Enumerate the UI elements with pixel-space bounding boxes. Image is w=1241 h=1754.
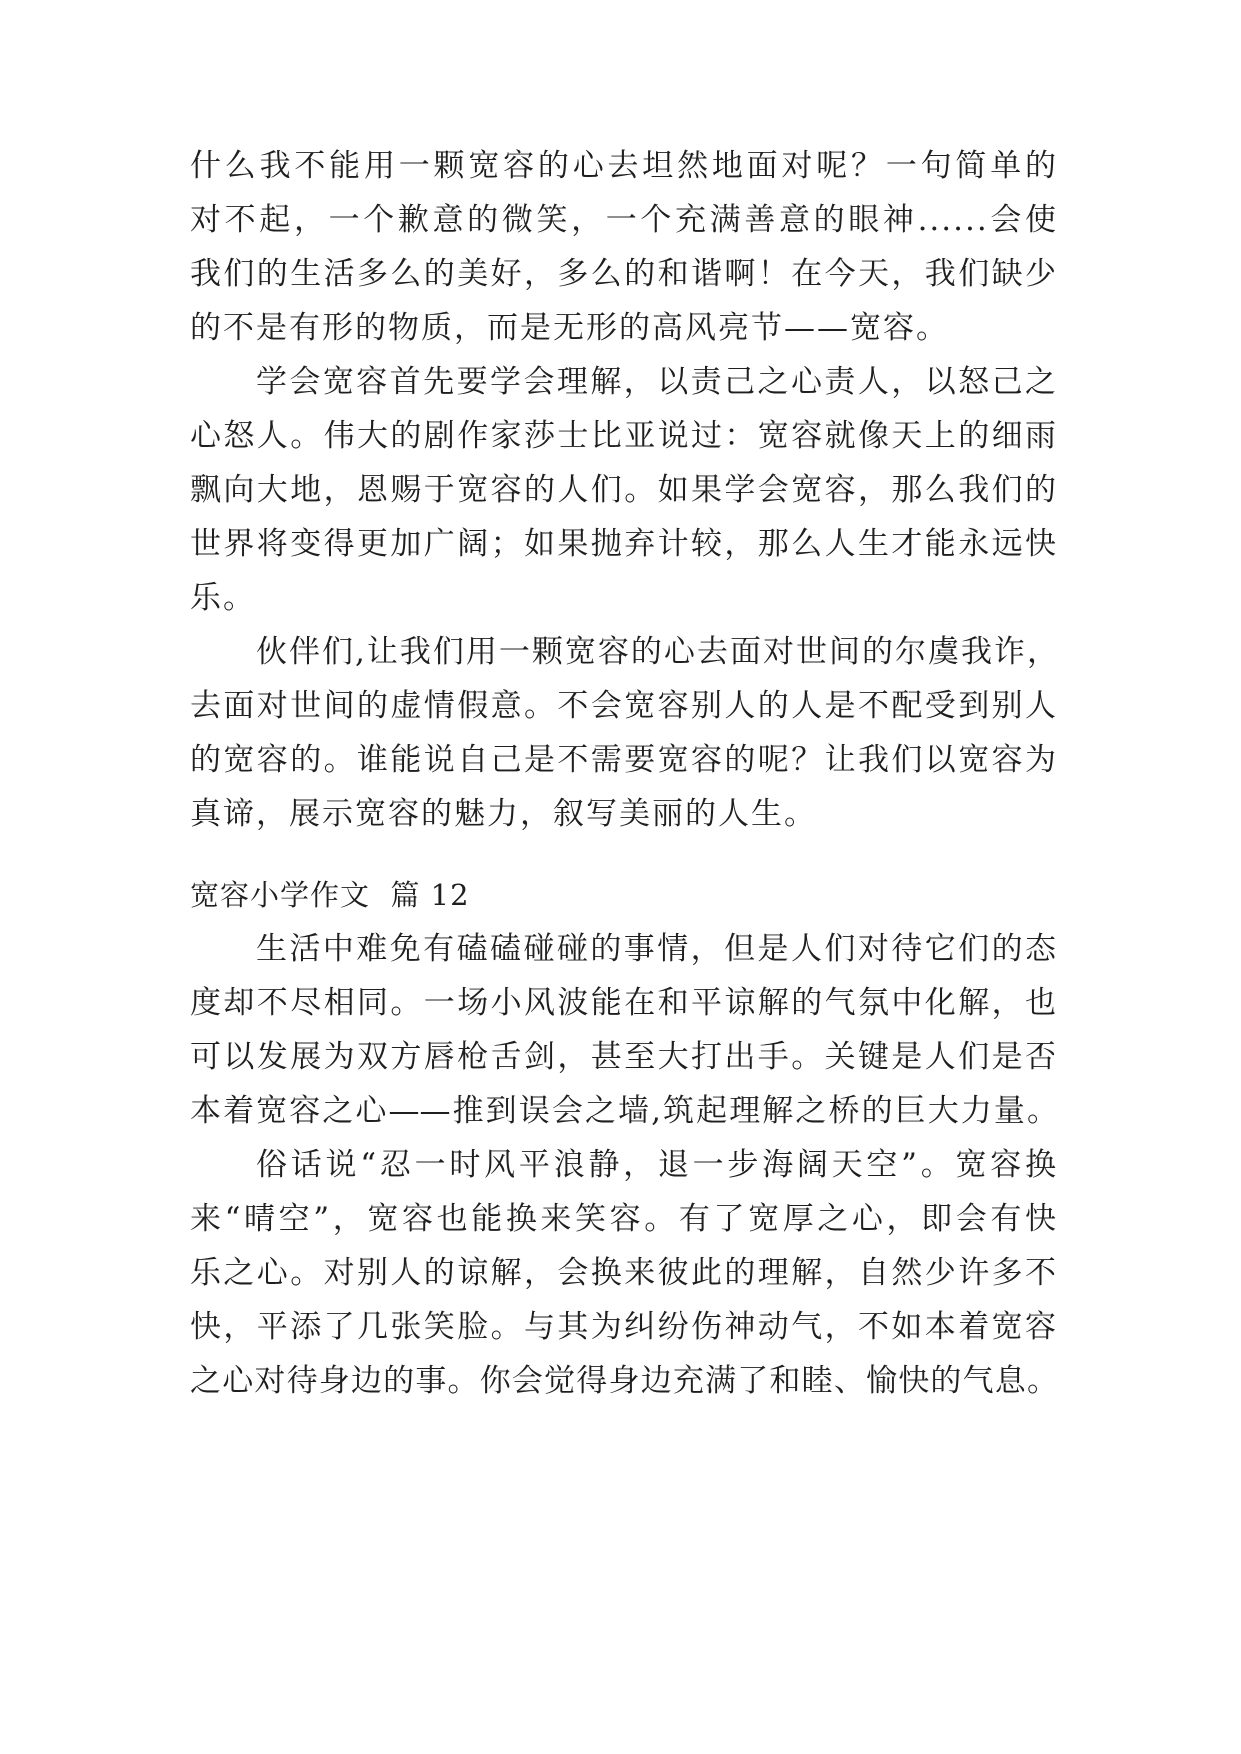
- paragraph-line: 快，平添了几张笑脸。与其为纠纷伤神动气，不如本着宽容: [190, 1309, 1058, 1345]
- paragraph-line: 心怒人。伟大的剧作家莎士比亚说过：宽容就像天上的细雨: [190, 418, 1058, 454]
- paragraph-line: 度却不尽相同。一场小风波能在和平谅解的气氛中化解，也: [190, 985, 1058, 1021]
- section-heading: 宽容小学作文 篇 12: [190, 878, 470, 912]
- paragraph-line: 来“晴空”，宽容也能换来笑容。有了宽厚之心，即会有快: [190, 1201, 1058, 1237]
- paragraph-line: 真谛，展示宽容的魅力，叙写美丽的人生。: [190, 796, 817, 832]
- paragraph-line: 的宽容的。谁能说自己是不需要宽容的呢？让我们以宽容为: [190, 742, 1058, 778]
- paragraph-line: 去面对世间的虚情假意。不会宽容别人的人是不配受到别人: [190, 688, 1058, 724]
- document-page: [190, 0, 1058, 1754]
- paragraph-line: 俗话说“忍一时风平浪静，退一步海阔天空”。宽容换: [256, 1147, 1058, 1183]
- paragraph-line: 之心对待身边的事。你会觉得身边充满了和睦、愉快的气息。: [190, 1363, 1058, 1399]
- paragraph-line: 可以发展为双方唇枪舌剑，甚至大打出手。关键是人们是否: [190, 1039, 1058, 1075]
- paragraph-line: 世界将变得更加广阔；如果抛弃计较，那么人生才能永远快: [190, 526, 1058, 562]
- paragraph-line: 乐。: [190, 580, 256, 616]
- paragraph-line: 飘向大地，恩赐于宽容的人们。如果学会宽容，那么我们的: [190, 472, 1058, 508]
- paragraph-line: 什么我不能用一颗宽容的心去坦然地面对呢？一句简单的: [190, 148, 1058, 184]
- paragraph-line: 伙伴们,让我们用一颗宽容的心去面对世间的尔虞我诈，: [256, 634, 1058, 670]
- paragraph-line: 本着宽容之心——推到误会之墙,筑起理解之桥的巨大力量。: [190, 1093, 1058, 1129]
- paragraph-line: 的不是有形的物质，而是无形的高风亮节——宽容。: [190, 310, 949, 346]
- paragraph-line: 我们的生活多么的美好，多么的和谐啊！在今天，我们缺少: [190, 256, 1058, 292]
- paragraph-line: 对不起，一个歉意的微笑，一个充满善意的眼神......会使: [190, 202, 1058, 238]
- paragraph-line: 乐之心。对别人的谅解，会换来彼此的理解，自然少许多不: [190, 1255, 1058, 1291]
- paragraph-line: 学会宽容首先要学会理解，以责己之心责人，以怒己之: [256, 364, 1058, 400]
- paragraph-line: 生活中难免有磕磕碰碰的事情，但是人们对待它们的态: [256, 931, 1058, 967]
